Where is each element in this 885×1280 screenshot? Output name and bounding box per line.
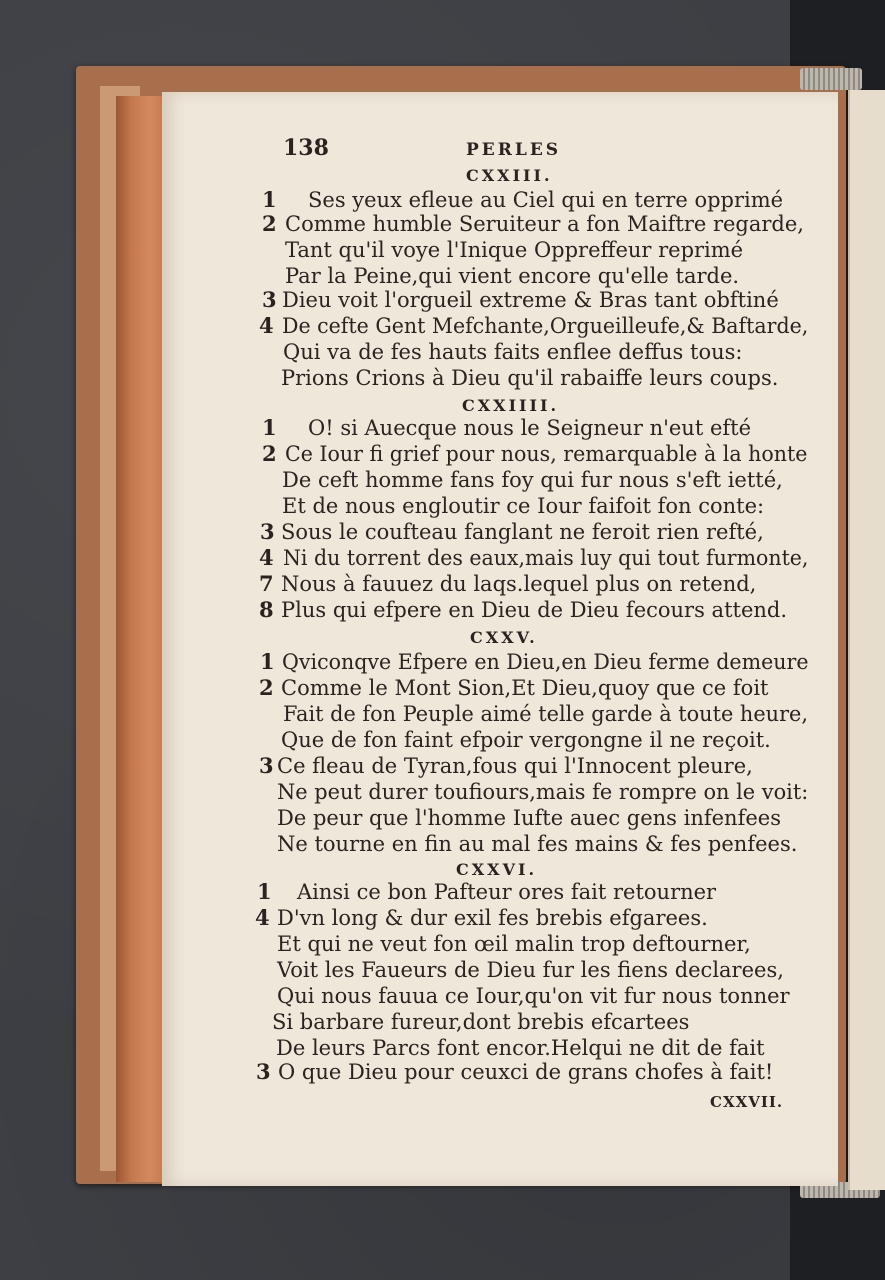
- verse-line: Qviconqve Efpere en Dieu,en Dieu ferme demeure: [282, 650, 809, 674]
- verse-line: Qui va de fes hauts faits enflee deffus tous:: [283, 340, 743, 364]
- verse-line: Ce fleau de Tyran,fous qui l'Innocent pleure,: [277, 754, 753, 778]
- verse-number: 8: [259, 597, 274, 622]
- verse-number: 4: [259, 313, 274, 338]
- verse-number: 1: [262, 415, 277, 440]
- verse-number: 2: [262, 441, 277, 466]
- verse-line: De peur que l'homme Iufte auec gens infenfees: [277, 806, 781, 830]
- verse-line: D'vn long & dur exil fes brebis efgarees.: [277, 906, 708, 930]
- verse-line: Par la Peine,qui vient encore qu'elle tarde.: [285, 264, 740, 288]
- verse-line: O! si Auecque nous le Seigneur n'eut efté: [308, 416, 752, 440]
- verse-number: 3: [256, 1059, 271, 1084]
- verse-line: Ni du torrent des eaux,mais luy qui tout furmonte,: [283, 546, 809, 570]
- verse-line: Ne tourne en fin au mal fes mains & fes penfees.: [277, 832, 798, 856]
- verse-line: Ses yeux efleue au Ciel qui en terre opprimé: [308, 188, 784, 212]
- verse-number: 2: [259, 675, 274, 700]
- verse-line: O que Dieu pour ceuxci de grans chofes à fait!: [278, 1060, 774, 1084]
- verse-number: 2: [262, 211, 277, 236]
- verse-line: Sous le coufteau fanglant ne feroit rien refté,: [281, 520, 764, 544]
- verse-number: 7: [259, 571, 274, 596]
- section-heading: CXXIII.: [466, 166, 553, 185]
- verse-line: Ainsi ce bon Pafteur ores fait retourner: [297, 880, 717, 904]
- facing-page: [848, 90, 885, 1190]
- verse-number: 1: [262, 187, 277, 212]
- verse-line: De cefte Gent Mefchante,Orgueilleufe,& Baftarde,: [282, 314, 809, 338]
- verse-number: 4: [255, 905, 270, 930]
- verse-line: Comme humble Seruiteur a fon Maiftre regarde,: [285, 212, 804, 236]
- verse-line: Qui nous fauua ce Iour,qu'on vit fur nous tonner: [277, 984, 790, 1008]
- section-heading: CXXVI.: [456, 860, 538, 879]
- verse-line: Ce Iour fi grief pour nous, remarquable à la honte: [285, 442, 808, 466]
- page-number: 138: [283, 135, 329, 161]
- running-head: PERLES: [466, 140, 562, 160]
- book-headband-top: [800, 68, 862, 90]
- verse-line: Fait de fon Peuple aimé telle garde à toute heure,: [283, 702, 809, 726]
- verse-line: De leurs Parcs font encor.Helqui ne dit de fait: [276, 1036, 765, 1060]
- verse-number: 3: [259, 753, 274, 778]
- verse-line: Nous à fauuez du laqs.lequel plus on retend,: [281, 572, 757, 596]
- verse-line: Et de nous engloutir ce Iour faifoit fon conte:: [282, 494, 765, 518]
- verse-number: 3: [260, 519, 275, 544]
- verse-line: Ne peut durer toufiours,mais fe rompre on le voit:: [277, 780, 809, 804]
- section-heading: CXXIIII.: [462, 396, 560, 415]
- verse-line: Voit les Faueurs de Dieu fur les fiens declarees,: [277, 958, 784, 982]
- section-heading: CXXV.: [470, 628, 538, 647]
- verse-line: Plus qui efpere en Dieu de Dieu fecours attend.: [281, 598, 788, 622]
- verse-line: Comme le Mont Sion,Et Dieu,quoy que ce foit: [281, 676, 769, 700]
- verse-number: 4: [259, 545, 274, 570]
- verse-line: Et qui ne veut fon œil malin trop deftourner,: [277, 932, 751, 956]
- verse-line: Prions Crions à Dieu qu'il rabaiffe leurs coups.: [281, 366, 779, 390]
- verse-line: Dieu voit l'orgueil extreme & Bras tant obftiné: [282, 288, 779, 312]
- verse-line: Que de fon faint efpoir vergongne il ne reçoit.: [281, 728, 771, 752]
- catchword: CXXVII.: [710, 1093, 784, 1111]
- verse-line: De ceft homme fans foy qui fur nous s'eft ietté,: [282, 468, 783, 492]
- verse-number: 1: [260, 649, 275, 674]
- verse-line: Tant qu'il voye l'Inique Oppreffeur reprimé: [285, 238, 744, 262]
- verse-number: 1: [257, 879, 272, 904]
- verse-number: 3: [262, 287, 277, 312]
- verse-line: Si barbare fureur,dont brebis efcartees: [272, 1010, 690, 1034]
